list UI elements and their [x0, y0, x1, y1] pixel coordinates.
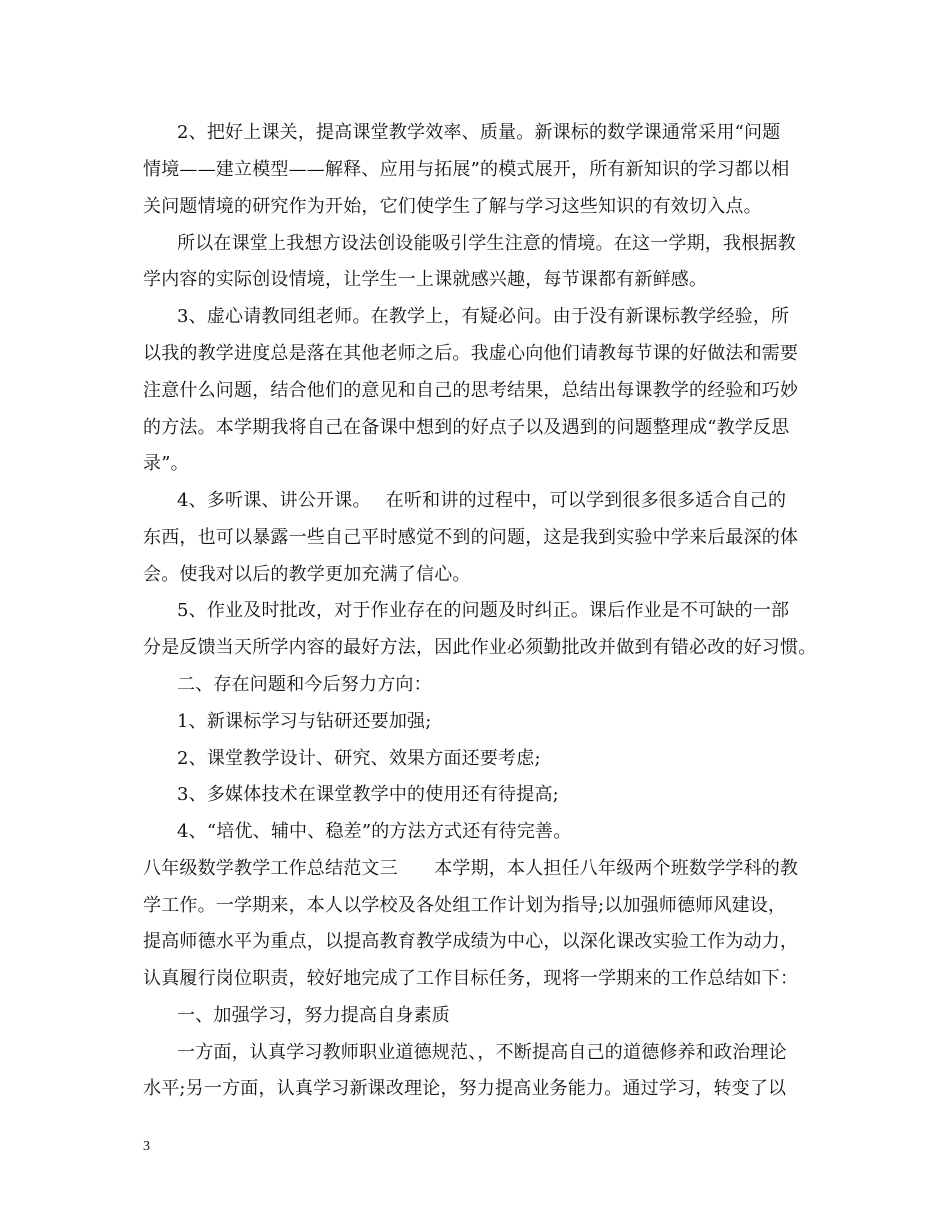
paragraph-line: 2、把好上课关，提高课堂教学效率、质量。新课标的数学课通常采用“问题 [177, 122, 781, 143]
page-number: 3 [143, 1139, 150, 1154]
paragraph-line: 分是反馈当天所学内容的最好方法，因此作业必须勤批改并做到有错必改的好习惯。 [143, 637, 817, 658]
paragraph-line: 二、存在问题和今后努力方向： [177, 674, 432, 695]
paragraph-line: 2、课堂教学设计、研究、效果方面还要考虑; [177, 748, 541, 769]
paragraph-line: 1、新课标学习与钻研还要加强; [177, 711, 432, 732]
paragraph-line: 会。使我对以后的教学更加充满了信心。 [143, 564, 471, 585]
paragraph-line: 4、“培优、辅中、稳差”的方法方式还有待完善。 [177, 821, 572, 842]
paragraph-line: 的方法。本学期我将自己在备课中想到的好点子以及遇到的问题整理成“教学反思 [143, 417, 790, 438]
paragraph-line: 一、加强学习，努力提高自身素质 [177, 1005, 450, 1026]
paragraph-line: 注意什么问题，结合他们的意见和自己的思考结果，总结出每课教学的经验和巧妙 [143, 380, 799, 401]
paragraph-line: 录”。 [143, 453, 189, 474]
paragraph-line: 提高师德水平为重点，以提高教育教学成绩为中心，以深化课改实验工作为动力， [143, 931, 799, 952]
paragraph-line: 所以在课堂上我想方设法创设能吸引学生注意的情境。在这一学期，我根据教 [177, 233, 796, 254]
paragraph-line: 4、多听课、讲公开课。 在听和讲的过程中，可以学到很多很多适合自己的 [177, 490, 787, 511]
paragraph-line: 关问题情境的研究作为开始，它们使学生了解与学习这些知识的有效切入点。 [143, 196, 762, 217]
paragraph-line: 5、作业及时批改，对于作业存在的问题及时纠正。课后作业是不可缺的一部 [177, 600, 790, 621]
paragraph-line: 情境——建立模型——解释、应用与拓展”的模式展开，所有新知识的学习都以相 [143, 159, 790, 180]
paragraph-line: 八年级数学教学工作总结范文三 本学期，本人担任八年级两个班数学学科的教 [143, 858, 799, 879]
paragraph-line: 学工作。一学期来，本人以学校及各处组工作计划为指导;以加强师德师风建设， [143, 895, 787, 916]
paragraph-line: 一方面，认真学习教师职业道德规范、，不断提高自己的道德修养和政治理论 [177, 1042, 787, 1063]
paragraph-line: 水平;另一方面，认真学习新课改理论，努力提高业务能力。通过学习，转变了以 [143, 1078, 787, 1099]
paragraph-line: 3、虚心请教同组老师。在教学上，有疑必问。由于没有新课标教学经验，所 [177, 306, 790, 327]
paragraph-line: 东西，也可以暴露一些自己平时感觉不到的问题，这是我到实验中学来后最深的体 [143, 527, 799, 548]
paragraph-line: 学内容的实际创设情境，让学生一上课就感兴趣，每节课都有新鲜感。 [143, 269, 708, 290]
paragraph-line: 3、多媒体技术在课堂教学中的使用还有待提高; [177, 784, 559, 805]
paragraph-line: 认真履行岗位职责，较好地完成了工作目标任务，现将一学期来的工作总结如下： [143, 968, 799, 989]
paragraph-line: 以我的教学进度总是落在其他老师之后。我虚心向他们请教每节课的好做法和需要 [143, 343, 799, 364]
